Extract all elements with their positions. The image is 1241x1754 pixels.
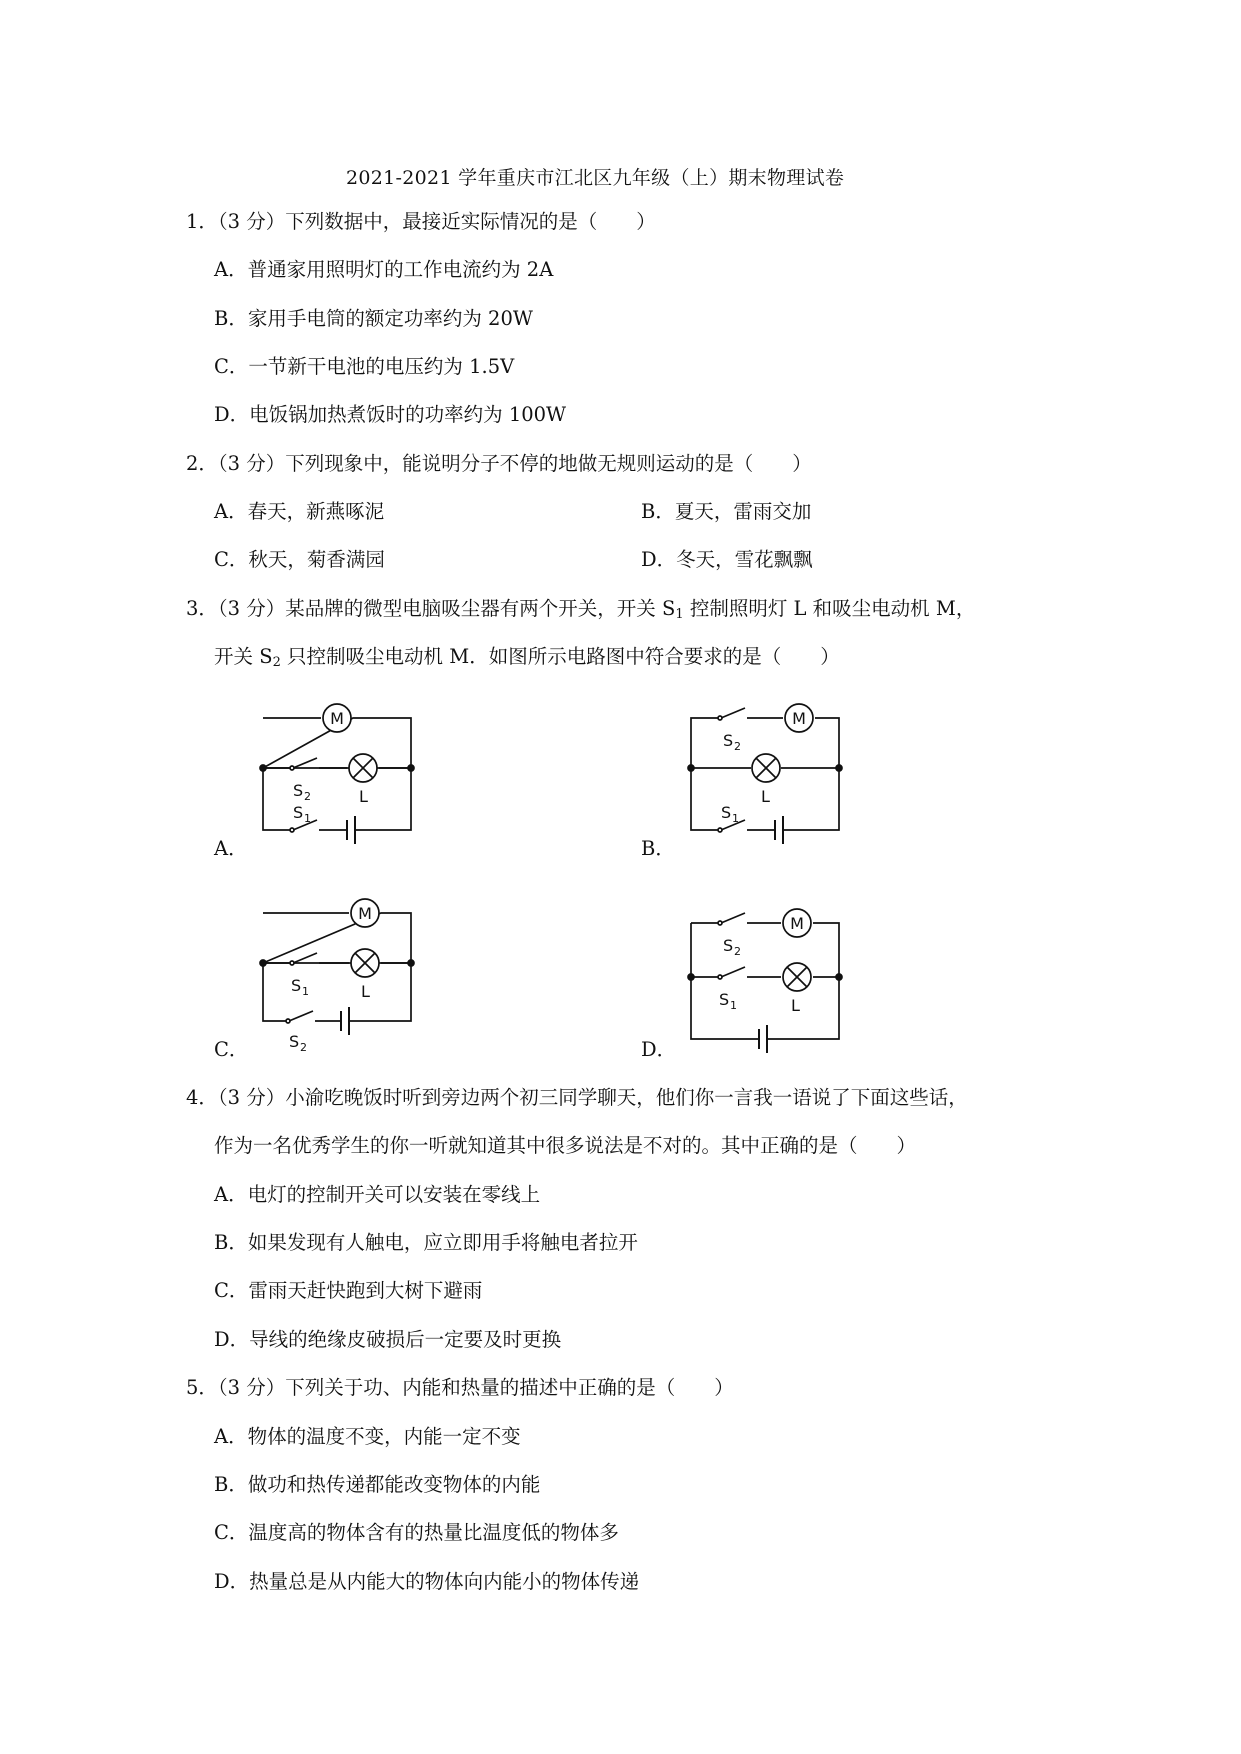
lamp-label: L xyxy=(791,996,800,1015)
svg-text:S: S xyxy=(719,990,730,1009)
question-score: （3 分） xyxy=(217,1086,286,1109)
battery-icon xyxy=(347,816,355,844)
question-number: 4． xyxy=(186,1086,218,1109)
lamp-icon xyxy=(783,963,811,991)
motor-icon xyxy=(785,704,813,732)
option-letter: A． xyxy=(214,500,248,523)
question-2-stem xyxy=(186,451,812,477)
option-text: 家用手电筒的额定功率约为 20W xyxy=(247,307,533,330)
circuit-diagram-a xyxy=(255,700,425,852)
lamp-icon xyxy=(752,754,780,782)
question-1-stem xyxy=(186,209,656,235)
q1-option-a xyxy=(214,257,553,283)
option-letter: C． xyxy=(214,1279,249,1302)
question-text: 下列数据中，最接近实际情况的是（ ） xyxy=(285,210,656,233)
switch-s1-label xyxy=(721,803,739,825)
q1-option-c xyxy=(214,354,514,380)
option-letter: B． xyxy=(214,307,248,330)
switch-s1-label xyxy=(291,976,309,998)
svg-text:S: S xyxy=(723,731,734,750)
question-score: （3 分） xyxy=(217,597,286,620)
question-4-stem-line2: 作为一名优秀学生的你一听就知道其中很多说法是不对的。其中正确的是（ ） xyxy=(214,1134,917,1157)
motor-icon xyxy=(351,899,379,927)
option-text: 如果发现有人触电，应立即用手将触电者拉开 xyxy=(247,1231,638,1254)
q4-option-b xyxy=(214,1230,638,1256)
q2-option-b xyxy=(641,499,811,525)
svg-text:2: 2 xyxy=(304,790,311,803)
svg-text:M: M xyxy=(792,709,806,728)
option-text: 秋天，菊香满园 xyxy=(248,548,385,571)
question-3-stem-line2 xyxy=(214,644,840,670)
question-number: 2． xyxy=(186,452,218,475)
option-letter: A． xyxy=(214,1183,248,1206)
motor-icon xyxy=(323,704,351,732)
question-5-stem xyxy=(186,1375,734,1401)
lamp-icon xyxy=(349,754,377,782)
q4-option-a xyxy=(214,1182,540,1208)
switch-s2-label xyxy=(293,781,311,803)
q5-option-a xyxy=(214,1424,521,1450)
q1-option-d xyxy=(214,402,566,428)
svg-text:M: M xyxy=(358,904,372,923)
question-text: 某品牌的微型电脑吸尘器有两个开关，开关 S xyxy=(285,597,676,620)
circuit-diagram-d xyxy=(683,895,853,1057)
option-letter: D． xyxy=(214,1570,250,1593)
option-letter: D． xyxy=(214,1328,250,1351)
lamp-icon xyxy=(351,949,379,977)
switch-s1-label xyxy=(293,803,311,825)
q2-option-d xyxy=(641,547,813,573)
question-number: 3． xyxy=(186,597,218,620)
question-score: （3 分） xyxy=(217,1376,286,1399)
option-text: 夏天，雷雨交加 xyxy=(674,500,812,523)
q3-option-b-letter: B． xyxy=(641,837,675,860)
switch-s2-label xyxy=(289,1032,307,1054)
svg-text:S: S xyxy=(723,936,734,955)
subscript: 1 xyxy=(675,607,684,622)
question-3-stem xyxy=(186,596,975,622)
question-text: 下列关于功、内能和热量的描述中正确的是（ ） xyxy=(285,1376,734,1399)
option-letter: B． xyxy=(641,500,675,523)
option-text: 冬天，雪花飘飘 xyxy=(676,548,813,571)
option-letter: C． xyxy=(214,1521,249,1544)
switch-s2-label xyxy=(723,936,741,958)
question-4-stem xyxy=(186,1085,968,1111)
option-letter: A． xyxy=(214,258,248,281)
option-letter: A． xyxy=(214,1425,248,1448)
lamp-label: L xyxy=(359,787,368,806)
option-text: 春天，新燕啄泥 xyxy=(247,500,385,523)
switch-s2-label xyxy=(723,731,741,753)
q4-option-d xyxy=(214,1327,561,1353)
option-text: 电灯的控制开关可以安装在零线上 xyxy=(247,1183,541,1206)
option-text: 做功和热传递都能改变物体的内能 xyxy=(247,1473,541,1496)
svg-text:S: S xyxy=(289,1032,300,1051)
question-score: （3 分） xyxy=(217,452,286,475)
q3-option-c-letter: C． xyxy=(214,1038,249,1061)
option-letter: D． xyxy=(214,403,250,426)
question-text: 下列现象中，能说明分子不停的地做无规则运动的是（ ） xyxy=(285,452,812,475)
svg-text:S: S xyxy=(293,781,304,800)
lamp-label: L xyxy=(761,787,770,806)
motor-icon xyxy=(783,909,811,937)
q2-option-a xyxy=(214,499,384,525)
question-score: （3 分） xyxy=(217,210,286,233)
option-letter: D． xyxy=(641,548,677,571)
option-text: 普通家用照明灯的工作电流约为 2A xyxy=(247,258,554,281)
switch-s1-label xyxy=(719,990,737,1012)
q5-option-c xyxy=(214,1520,619,1546)
question-text: 控制照明灯 L 和吸尘电动机 M， xyxy=(683,597,976,620)
page-title: 2021-2021 学年重庆市江北区九年级（上）期末物理试卷 xyxy=(346,167,845,189)
battery-icon xyxy=(775,816,783,844)
option-text: 物体的温度不变，内能一定不变 xyxy=(247,1425,521,1448)
q2-option-c xyxy=(214,547,385,573)
battery-icon xyxy=(759,1025,767,1053)
option-letter: C． xyxy=(214,548,249,571)
option-text: 电饭锅加热煮饭时的功率约为 100W xyxy=(249,403,567,426)
q5-option-d xyxy=(214,1569,639,1595)
svg-text:M: M xyxy=(330,709,344,728)
svg-text:1: 1 xyxy=(732,812,739,825)
option-letter: B． xyxy=(214,1473,248,1496)
question-number: 5． xyxy=(186,1376,218,1399)
svg-text:2: 2 xyxy=(734,740,741,753)
question-text: 小渝吃晚饭时听到旁边两个初三同学聊天，他们你一言我一语说了下面这些话， xyxy=(285,1086,968,1109)
svg-text:2: 2 xyxy=(734,945,741,958)
svg-text:M: M xyxy=(790,914,804,933)
svg-text:2: 2 xyxy=(300,1041,307,1054)
question-text: 开关 S xyxy=(214,645,273,668)
q4-option-c xyxy=(214,1278,482,1304)
svg-text:1: 1 xyxy=(302,985,309,998)
lamp-label: L xyxy=(361,982,370,1001)
circuit-diagram-b xyxy=(683,700,853,852)
q5-option-b xyxy=(214,1472,540,1498)
subscript: 2 xyxy=(272,655,281,670)
svg-text:1: 1 xyxy=(304,812,311,825)
svg-text:S: S xyxy=(721,803,732,822)
svg-text:S: S xyxy=(291,976,302,995)
svg-text:S: S xyxy=(293,803,304,822)
question-text: 只控制吸尘电动机 M．如图所示电路图中符合要求的是（ ） xyxy=(280,645,840,668)
svg-text:1: 1 xyxy=(730,999,737,1012)
option-text: 雷雨天赶快跑到大树下避雨 xyxy=(248,1279,483,1302)
option-text: 一节新干电池的电压约为 1.5V xyxy=(248,355,515,378)
question-number: 1． xyxy=(186,210,218,233)
battery-icon xyxy=(341,1007,349,1035)
option-text: 导线的绝缘皮破损后一定要及时更换 xyxy=(249,1328,562,1351)
circuit-diagram-c xyxy=(255,895,425,1057)
q3-option-a-letter: A． xyxy=(214,837,248,860)
q1-option-b xyxy=(214,306,533,332)
option-letter: B． xyxy=(214,1231,248,1254)
option-text: 热量总是从内能大的物体向内能小的物体传递 xyxy=(249,1570,640,1593)
option-text: 温度高的物体含有的热量比温度低的物体多 xyxy=(248,1521,619,1544)
option-letter: C． xyxy=(214,355,249,378)
q3-option-d-letter: D． xyxy=(641,1038,677,1061)
